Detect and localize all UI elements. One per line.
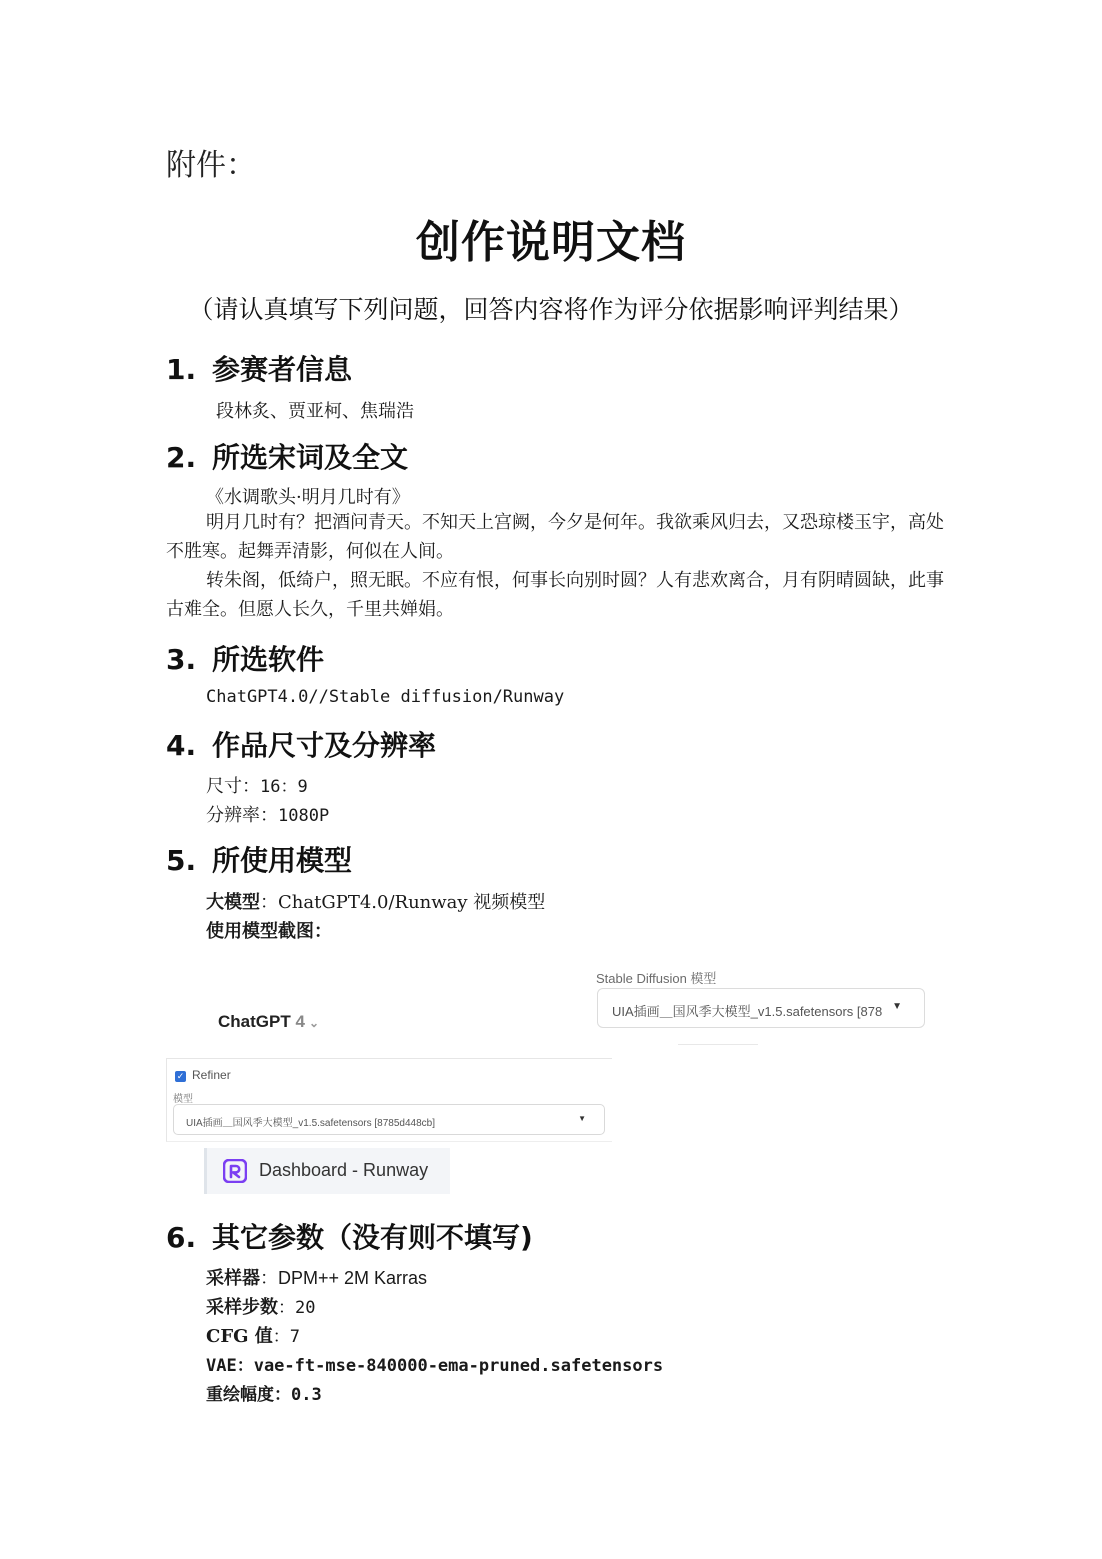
section-number: 1. xyxy=(166,353,197,386)
refiner-model-select[interactable] xyxy=(173,1104,605,1135)
refiner-panel xyxy=(166,1058,612,1142)
section-title: 其它参数（没有则不填写) xyxy=(212,1221,533,1254)
section-number: 6. xyxy=(166,1221,197,1254)
vae-line: VAE：vae-ft-mse-840000-ema-pruned.safetensors xyxy=(206,1356,664,1376)
resolution-value: 1080P xyxy=(278,806,330,826)
section-number: 3. xyxy=(166,643,197,676)
dropdown-caret-icon: ▼ xyxy=(578,1114,586,1123)
chatgpt-name: ChatGPT xyxy=(218,1012,291,1031)
refiner-model-label: 模型 xyxy=(173,1094,193,1105)
section-number: 4. xyxy=(166,729,197,762)
poem-stanza-1: 明月几时有？把酒问青天。不知天上宫阙，今夕是何年。我欲乘风归去，又恐琼楼玉宇，高处不胜寒。起舞弄清影，何似在人间。 xyxy=(166,512,944,562)
section-title: 所使用模型 xyxy=(212,844,353,877)
section-heading-participants xyxy=(166,348,352,388)
sampler-line xyxy=(206,1264,427,1290)
poem-title: 《水调歌头·明月几时有》 xyxy=(206,487,410,508)
section-title: 所选宋词及全文 xyxy=(212,441,409,474)
steps-line xyxy=(206,1293,315,1319)
runway-logo-icon xyxy=(223,1159,247,1183)
resolution-label: 分辨率： xyxy=(206,805,278,826)
refiner-checkbox[interactable]: ✓ xyxy=(176,1071,185,1081)
section-number: 5. xyxy=(166,844,197,877)
runway-tab-title: Dashboard - Runway xyxy=(259,1160,429,1180)
software-text: ChatGPT4.0//Stable diffusion/Runway xyxy=(206,687,565,707)
steps-label: 采样步数 xyxy=(206,1297,278,1318)
denoise-line: 重绘幅度：0.3 xyxy=(206,1385,322,1405)
attachment-label: 附件： xyxy=(166,148,256,183)
participants-text: 段林炙、贾亚柯、焦瑞浩 xyxy=(216,401,414,422)
cfg-label: CFG 值 xyxy=(206,1326,273,1347)
large-model-value: ：ChatGPT4.0/Runway 视频模型 xyxy=(260,892,546,913)
refiner-model-value: UIA插画＿国风季大模型_v1.5.safetensors [8785d448cb] xyxy=(186,1118,435,1129)
sampler-value: ：DPM++ 2M Karras xyxy=(260,1268,428,1288)
cfg-line xyxy=(206,1322,300,1348)
large-model-line xyxy=(206,888,545,914)
poem-stanza-2: 转朱阁，低绮户，照无眠。不应有恨，何事长向别时圆？人有悲欢离合，月有阴晴圆缺，此事古难全。但愿人长久，千里共婵娟。 xyxy=(166,570,944,620)
document-title: 创作说明文档 xyxy=(416,217,686,268)
size-value: 16：9 xyxy=(260,777,308,797)
cfg-value: ：7 xyxy=(272,1327,300,1347)
refiner-label: Refiner xyxy=(192,1068,231,1082)
runway-browser-tab[interactable] xyxy=(204,1148,450,1194)
section-heading-models xyxy=(166,839,352,879)
divider xyxy=(678,1044,758,1045)
sd-model-value: UIA插画＿国风季大模型_v1.5.safetensors [878 xyxy=(612,1004,883,1019)
sd-model-select[interactable] xyxy=(597,988,925,1028)
section-title: 参赛者信息 xyxy=(212,353,353,386)
steps-value: ：20 xyxy=(278,1298,316,1318)
screenshot-label: 使用模型截图： xyxy=(206,921,332,942)
section-title: 作品尺寸及分辨率 xyxy=(212,729,437,762)
dropdown-caret-icon: ▼ xyxy=(892,1001,902,1012)
section-heading-size xyxy=(166,724,436,764)
size-label: 尺寸： xyxy=(206,776,260,797)
chatgpt-version: 4 xyxy=(295,1012,305,1031)
chevron-down-icon: ⌄ xyxy=(308,1016,319,1030)
resolution-line xyxy=(206,801,329,827)
sd-model-label: Stable Diffusion 模型 xyxy=(596,971,717,986)
section-number: 2. xyxy=(166,441,197,474)
document-subtitle: （请认真填写下列问题，回答内容将作为评分依据影响评判结果） xyxy=(188,295,914,324)
sampler-label: 采样器 xyxy=(206,1268,260,1289)
large-model-label: 大模型 xyxy=(206,892,260,913)
section-heading-software xyxy=(166,638,324,678)
section-heading-params xyxy=(166,1216,533,1256)
size-line xyxy=(206,772,308,798)
chatgpt-model-selector[interactable] xyxy=(218,1012,319,1032)
section-heading-poem xyxy=(166,436,408,476)
section-title: 所选软件 xyxy=(212,643,325,676)
